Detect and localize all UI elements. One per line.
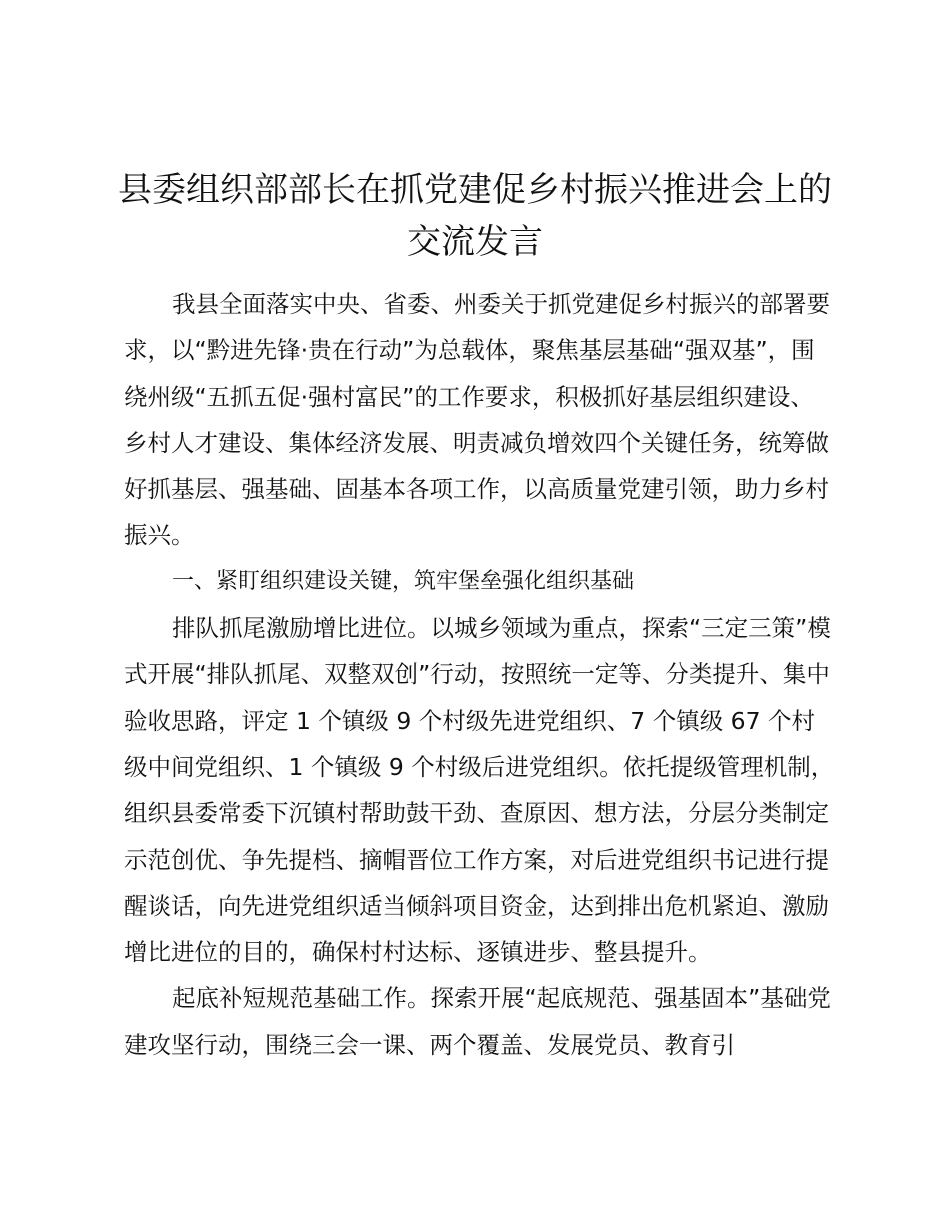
paragraph-intro: 我县全面落实中央、省委、州委关于抓党建促乡村振兴的部署要求，以“黔进先锋·贵在行动”为总载体，聚焦基层基础“强双基”，围绕州级“五抓五促·强村富民”的工作要求，积极抓好基层组织建设、乡村人才建设、集体经济发展、明责减负增效四个关键任务，统筹做好抓基层、强基础、固基本各项工作，以高质量党建引领，助力乡村振兴。 bbox=[124, 290, 830, 550]
paragraph-ranking: 排队抓尾激励增比进位。以城乡领域为重点，探索“三定三策”模式开展“排队抓尾、双整双创”行动，按照统一定等、分类提升、集中验收思路，评定 1 个镇级 9 个村级先进党组织、7 个镇级 67 个村级中间党组织、1 个镇级 9 个村级后进党组织。依托提级管理机制，组织县委常委下沉镇村帮助鼓干劲、查原因、想方法，分层分类制定示范创优、争先提档、摘帽晋位工作方案，对后进党组织书记进行提醒谈话，向先进党组织适当倾斜项目资金，达到排出危机紧迫、激励增比进位的目的，确保村村达标、逐镇进步、整县提升。 bbox=[124, 614, 835, 967]
paragraph-foundation: 起底补短规范基础工作。探索开展“起底规范、强基固本”基础党建攻坚行动，围绕三会一课、两个覆盖、发展党员、教育引 bbox=[124, 984, 831, 1059]
document-title: 县委组织部部长在抓党建促乡村振兴推进会上的交流发言 bbox=[118, 170, 832, 262]
section-heading-1: 一、紧盯组织建设关键，筑牢堡垒强化组织基础 bbox=[172, 568, 635, 594]
document-body bbox=[124, 281, 836, 1068]
